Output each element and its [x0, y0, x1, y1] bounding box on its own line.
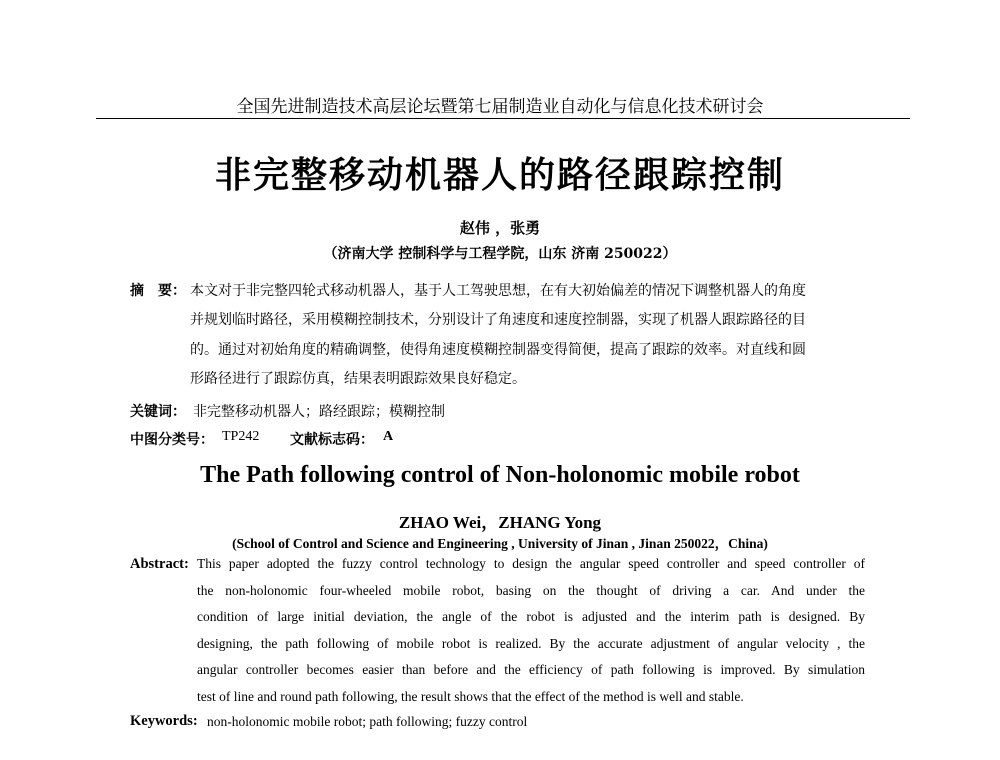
- chinese-abstract-line: 本文对于非完整四轮式移动机器人，基于人工驾驶思想，在有大初始偏差的情况下调整机器人的角度: [190, 283, 806, 299]
- header-divider: [96, 118, 910, 119]
- english-authors: ZHAO Wei，ZHANG Yong: [398, 513, 602, 532]
- english-keywords-label: Keywords:: [130, 713, 198, 729]
- english-affiliation: (School of Control and Science and Engineering , University of Jinan , Jinan 250022，China): [232, 536, 768, 551]
- english-abstract-line: test of line and round path following, the result shows that the effect of the method is well and stable.: [197, 689, 744, 704]
- chinese-affiliation: （济南大学 控制科学与工程学院，山东 济南 250022）: [323, 246, 677, 262]
- chinese-abstract-line: 的。通过对初始角度的精确调整，使得角速度模糊控制器变得简便，提高了跟踪的效率。对直线和圆: [190, 342, 806, 358]
- english-abstract-line: angular controller becomes easier than before and the efficiency of path following is improved. By simulation: [197, 662, 865, 677]
- chinese-keywords: 非完整移动机器人；路经跟踪；模糊控制: [193, 404, 445, 420]
- english-abstract-label: Abstract:: [130, 556, 189, 572]
- chinese-abstract-label: 摘 要：: [130, 283, 186, 299]
- english-title: The Path following control of Non-holonomic mobile robot: [200, 462, 800, 488]
- english-abstract-line: the non-holonomic four-wheeled mobile robot, basing on the thought of driving a car. And under the: [197, 583, 865, 598]
- chinese-authors: 赵伟 ，张勇: [459, 219, 541, 237]
- english-keywords: non-holonomic mobile robot; path following; fuzzy control: [207, 714, 528, 729]
- chinese-keywords-label: 关键词：: [130, 404, 186, 420]
- english-abstract-line: designing, the path following of mobile robot is realized. By the accurate adjustment of angular velocity , the: [197, 636, 865, 651]
- chinese-title: 非完整移动机器人的路径跟踪控制: [214, 154, 785, 196]
- clc-number-label: 中图分类号：: [130, 432, 214, 448]
- clc-number-value: TP242: [222, 429, 260, 444]
- chinese-abstract-line: 并规划临时路径，采用模糊控制技术，分别设计了角速度和速度控制器，实现了机器人跟踪路径的目: [190, 312, 806, 328]
- document-code-value: A: [383, 429, 394, 444]
- english-abstract-line: condition of large initial deviation, the angle of the robot is adjusted and the interim path is designed. By: [197, 609, 865, 624]
- chinese-abstract-line: 形路径进行了跟踪仿真，结果表明跟踪效果良好稳定。: [190, 371, 526, 387]
- english-abstract-line: This paper adopted the fuzzy control technology to design the angular speed controller and speed controller of: [197, 556, 865, 571]
- conference-header: 全国先进制造技术高层论坛暨第七届制造业自动化与信息化技术研讨会: [236, 97, 764, 117]
- document-code-label: 文献标志码：: [290, 432, 374, 448]
